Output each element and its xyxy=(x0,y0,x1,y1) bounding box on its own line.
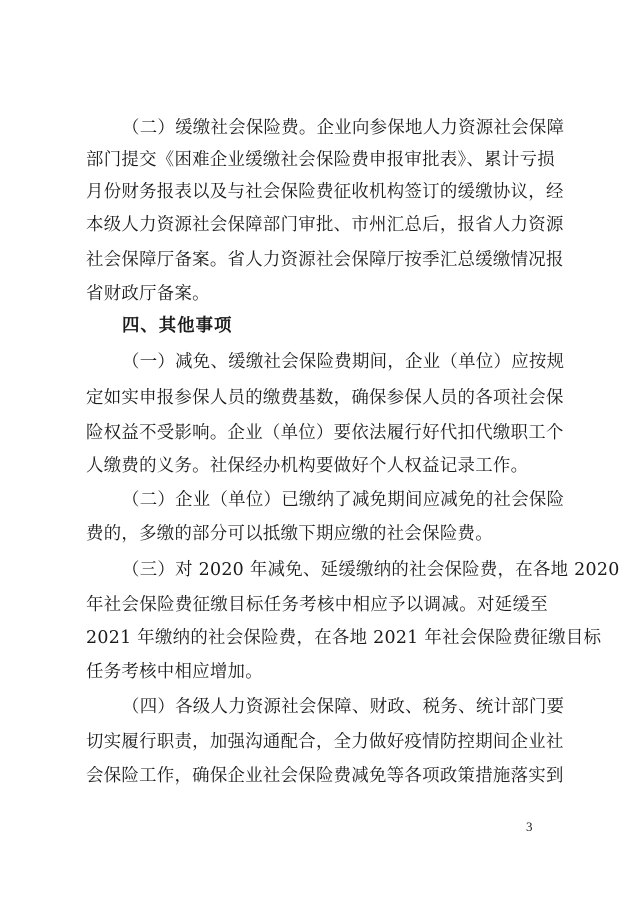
paragraph-2-line-4: 本级人力资源社会保障部门审批、市州汇总后，报省人力资源 xyxy=(86,215,564,235)
page-number: 3 xyxy=(526,819,533,834)
item-4-line-1: （四）各级人力资源社会保障、财政、税务、统计部门要 xyxy=(122,697,565,717)
paragraph-2-line-3: 月份财务报表以及与社会保险费征收机构签订的缓缴协议，经 xyxy=(86,182,564,202)
item-4-line-2: 切实履行职责，加强沟通配合，全力做好疫情防控期间企业社 xyxy=(86,732,564,752)
item-2-line-2: 费的，多缴的部分可以抵缴下期应缴的社会保险费。 xyxy=(86,524,493,544)
item-3-line-4: 任务考核中相应增加。 xyxy=(86,662,263,682)
item-1-line-4: 人缴费的义务。社保经办机构要做好个人权益记录工作。 xyxy=(86,456,529,476)
paragraph-2-line-5: 社会保障厅备案。省人力资源社会保障厅按季汇总缓缴情况报 xyxy=(86,250,564,270)
paragraph-2-line-2: 部门提交《困难企业缓缴社会保险费申报审批表》、累计亏损 xyxy=(86,150,555,170)
paragraph-2-line-1: （二）缓缴社会保险费。企业向参保地人力资源社会保障 xyxy=(122,118,565,138)
paragraph-2-line-6: 省财政厅备案。 xyxy=(86,284,210,304)
item-1-line-1: （一）减免、缓缴社会保险费期间，企业（单位）应按规 xyxy=(122,352,565,372)
item-3-line-2: 年社会保险费征缴目标任务考核中相应予以调减。对延缓至 xyxy=(86,595,548,615)
item-1-line-2: 定如实申报参保人员的缴费基数，确保参保人员的各项社会保 xyxy=(86,388,564,408)
item-1-line-3: 险权益不受影响。企业（单位）要依法履行好代扣代缴职工个 xyxy=(86,423,564,443)
item-2-line-1: （二）企业（单位）已缴纳了减免期间应减免的社会保险 xyxy=(122,490,565,510)
section-heading-other-matters: 四、其他事项 xyxy=(122,316,233,336)
item-3-line-3: 2021 年缴纳的社会保险费，在各地 2021 年社会保险费征缴目标 xyxy=(86,628,602,648)
item-4-line-3: 会保险工作，确保企业社会保险费减免等各项政策措施落实到 xyxy=(86,766,564,786)
item-3-line-1: （三）对 2020 年减免、延缓缴纳的社会保险费，在各地 2020 xyxy=(122,560,620,580)
